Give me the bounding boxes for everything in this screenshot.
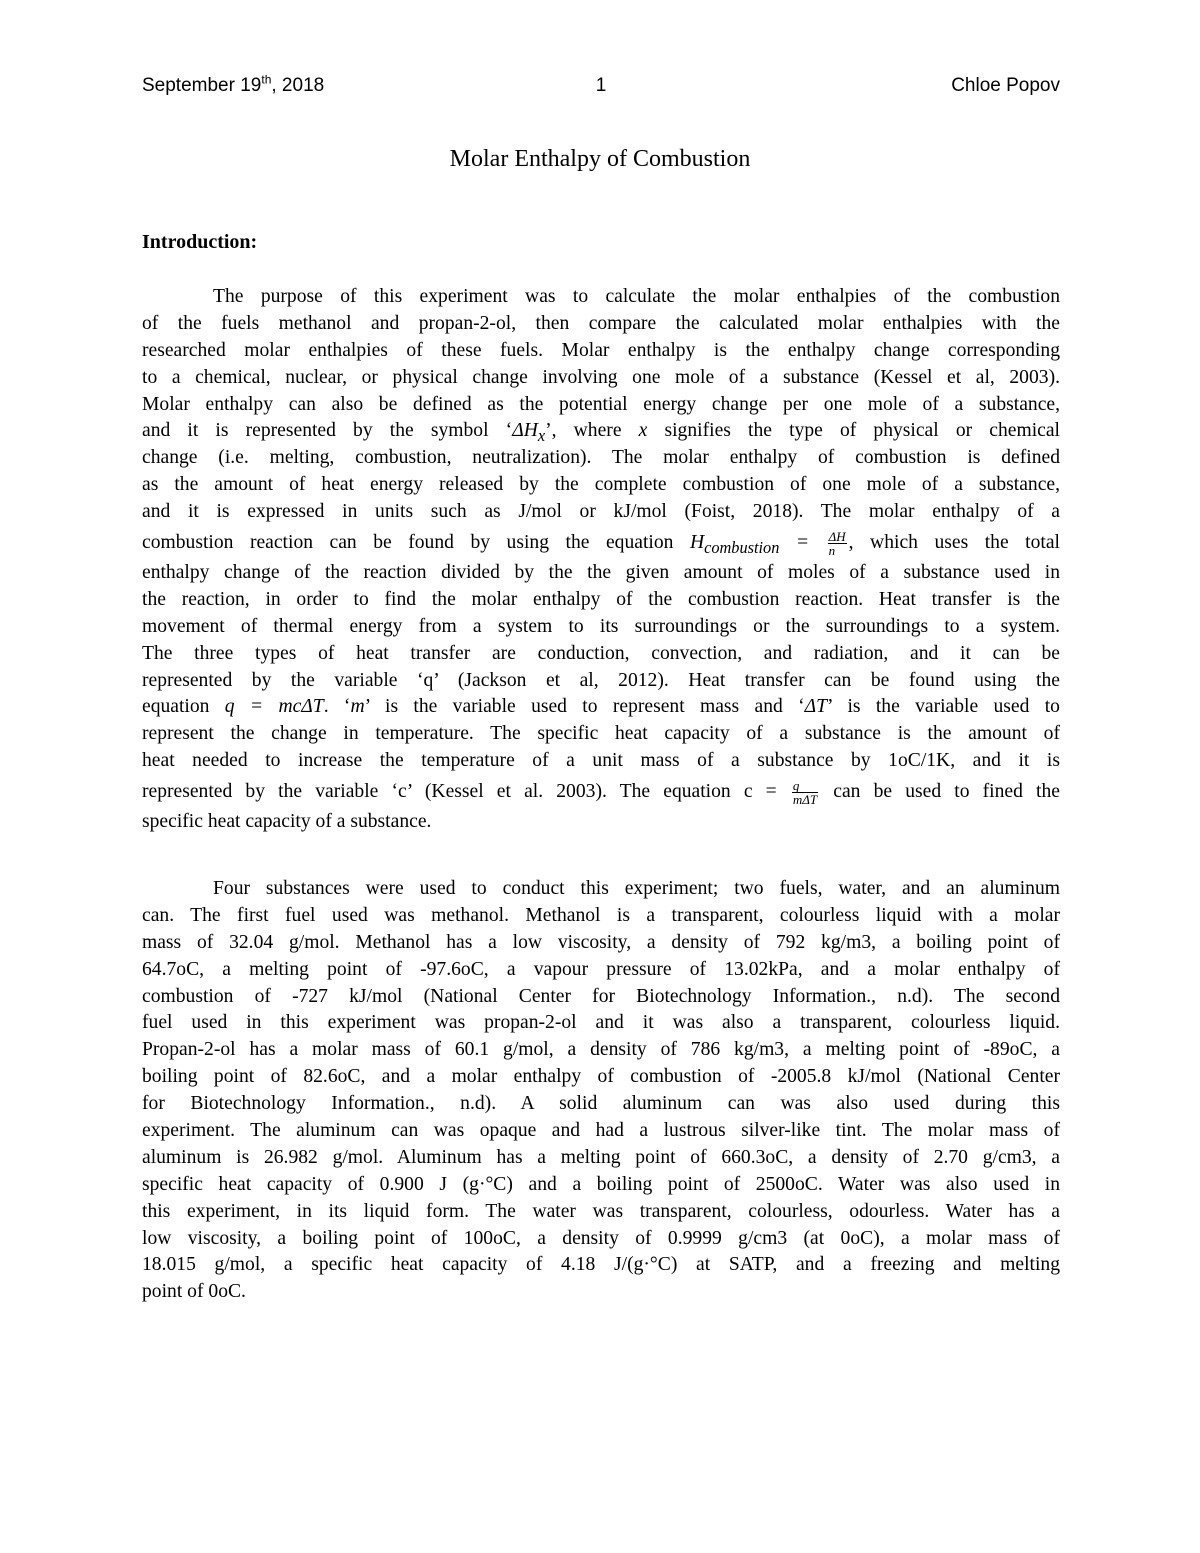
header-page-number: 1 [595,75,607,96]
fraction: $\frac{q}{\text{mΔT}}$ [792,778,818,808]
text-line: can. The first fuel used was methanol. Methanol is a transparent, colourless liquid with a molar [142,904,1060,926]
text-line: point of 0oC. [142,1281,246,1303]
text-line: and it is represented by the symbol ‘$\Delta H_x$’, where x signifies the type of physical or chemical [142,420,1060,446]
text-line: represented by the variable ‘q’ (Jackson et al, 2012). Heat transfer can be found using the [142,669,1060,691]
text-line: researched molar enthalpies of these fuels. Molar enthalpy is the enthalpy change corresponding [142,339,1060,361]
text-line: the reaction, in order to find the molar enthalpy of the combustion reaction. Heat transfer is the [142,588,1060,610]
text-line: movement of thermal energy from a system to its surroundings or the surroundings to a system. [142,615,1060,637]
text-line: 18.015 g/mol, a specific heat capacity of 4.18 J/(g·°C) at SATP, and a freezing and melting [142,1254,1060,1276]
header-author: Chloe Popov [951,75,1060,96]
text-line: change (i.e. melting, combustion, neutralization). The molar enthalpy of combustion is defined [142,447,1060,469]
text-line: specific heat capacity of a substance. [142,811,432,833]
text-line: as the amount of heat energy released by the complete combustion of one mole of a substance, [142,474,1060,496]
text-line: for Biotechnology Information., n.d). A solid aluminum can was also used during this [142,1093,1060,1115]
text-line: 64.7oC, a melting point of -97.6oC, a vapour pressure of 13.02kPa, and a molar enthalpy of [142,958,1060,980]
page-header [142,72,1060,100]
text-line: enthalpy change of the reaction divided by the the given amount of moles of a substance used in [142,562,1060,584]
text-line: combustion of -727 kJ/mol (National Center for Biotechnology Information., n.d). The second [142,985,1060,1007]
document-title: Molar Enthalpy of Combustion [449,146,751,172]
text-line: low viscosity, a boiling point of 100oC, a density of 0.9999 g/cm3 (at 0oC), a molar mass of [142,1227,1060,1249]
text-line: equation q = mcΔT. ‘m’ is the variable used to represent mass and ‘ΔT’ is the variable used to [142,696,1060,718]
text-line: mass of 32.04 g/mol. Methanol has a low viscosity, a density of 792 kg/m3, a boiling point of [142,931,1060,953]
text-line: represent the change in temperature. The specific heat capacity of a substance is the amount of [142,723,1060,745]
math-symbol: $\Delta H_x$ [512,420,546,446]
text-line: combustion reaction can be found by using the equation $H_{combustion}$ = $\frac{\Delta H}{n}$ , which uses the total [142,529,1060,559]
fraction: $\frac{\Delta H}{n}$ [828,529,846,559]
section-heading-introduction: Introduction: [142,231,258,253]
text-line: Propan-2-ol has a molar mass of 60.1 g/mol, a density of 786 kg/m3, a melting point of -89oC, a [142,1039,1060,1061]
header-date: September 19th, 2018 [142,72,325,96]
text-line: specific heat capacity of 0.900 J (g·°C) and a boiling point of 2500oC. Water was also used in [142,1173,1060,1195]
text-line: fuel used in this experiment was propan-2-ol and it was also a transparent, colourless liquid. [142,1012,1060,1034]
text-line: to a chemical, nuclear, or physical change involving one mole of a substance (Kessel et al, 2003). [142,366,1060,388]
text-line: of the fuels methanol and propan-2-ol, then compare the calculated molar enthalpies with the [142,312,1060,334]
paragraph-introduction-2 [142,876,1060,1306]
text-line: The three types of heat transfer are conduction, convection, and radiation, and it can be [142,642,1060,664]
math-equation: $H_{combustion}$ = [689,532,826,557]
paragraph-introduction-1 [142,284,1060,836]
text-line: and it is expressed in units such as J/mol or kJ/mol (Foist, 2018). The molar enthalpy of a [142,501,1060,523]
text-line: Four substances were used to conduct this experiment; two fuels, water, and an aluminum [213,878,1060,899]
text-line: boiling point of 82.6oC, and a molar enthalpy of combustion of -2005.8 kJ/mol (National Center [142,1066,1060,1088]
text-line: this experiment, in its liquid form. The water was transparent, colourless, odourless. Water has a [142,1200,1060,1222]
text-line: represented by the variable ‘c’ (Kessel et al. 2003). The equation c = $\frac{q}{\text{mΔT}}$ can be used to fined the [142,778,1060,808]
text-line: experiment. The aluminum can was opaque and had a lustrous silver-like tint. The molar mass of [142,1120,1060,1142]
text-line: Molar enthalpy can also be defined as the potential energy change per one mole of a substance, [142,393,1060,415]
text-line: The purpose of this experiment was to calculate the molar enthalpies of the combustion [213,286,1060,307]
text-line: heat needed to increase the temperature of a unit mass of a substance by 1oC/1K, and it is [142,750,1060,772]
math-equation: q = mcΔT [224,696,324,718]
text-line: aluminum is 26.982 g/mol. Aluminum has a melting point of 660.3oC, a density of 2.70 g/cm3, a [142,1146,1060,1168]
